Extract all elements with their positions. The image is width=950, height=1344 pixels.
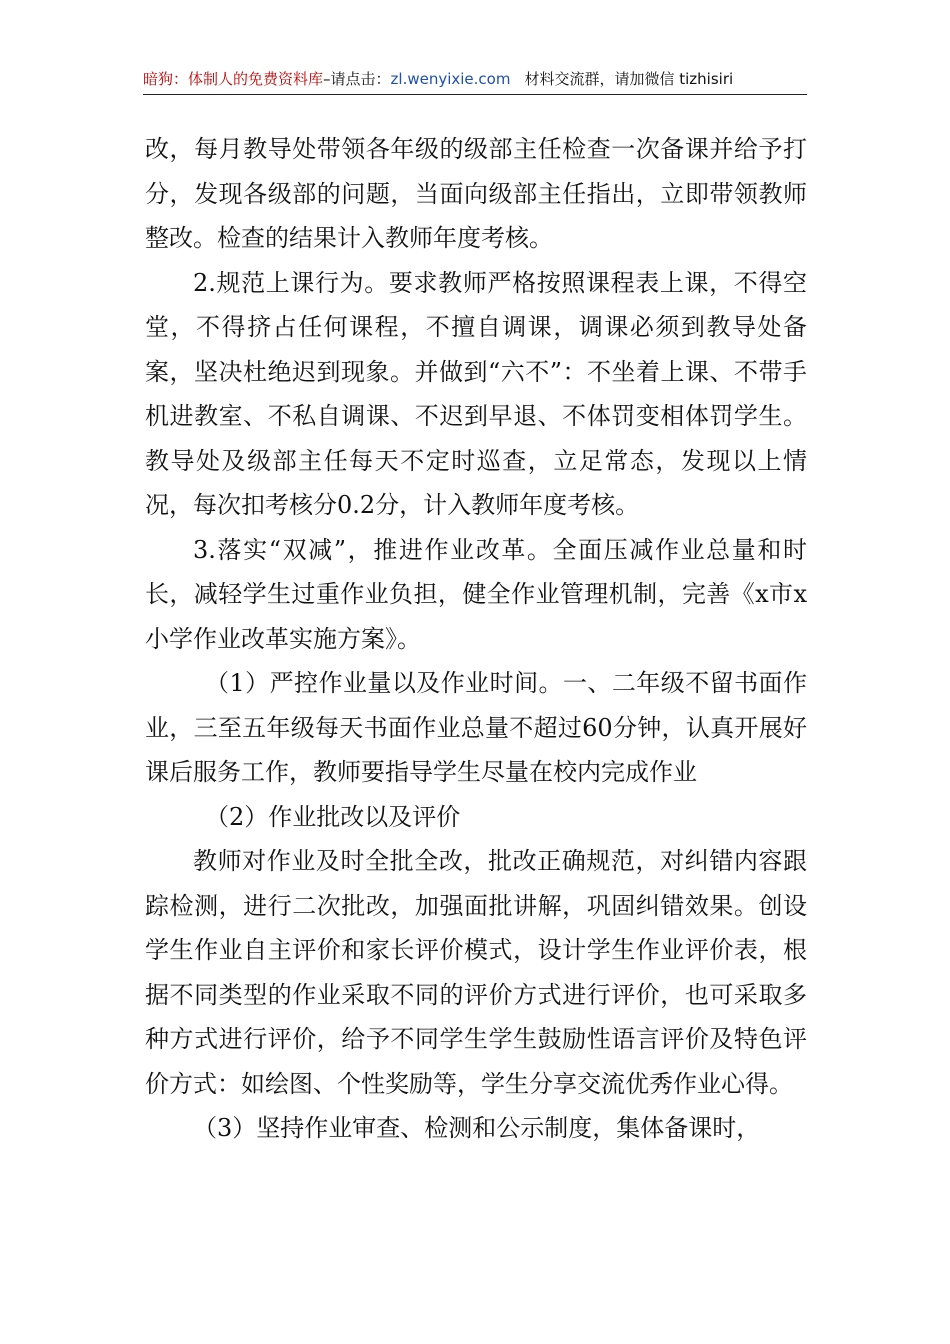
paragraph-sub-2-body: 教师对作业及时全批全改，批改正确规范，对纠错内容跟踪检测，进行二次批改，加强面批讲解，巩固纠错效果。创设学生作业自主评价和家长评价模式，设计学生作业评价表，根据不同类型的作业采取不同的评价方式进行评价，也可采取多种方式进行评价，给予不同学生学生鼓励性语言评价及特色评价方式：如绘图、个性奖励等，学生分享交流优秀作业心得。 [145, 847, 807, 1098]
paragraph-sub-1: （1）严控作业量以及作业时间。一、二年级不留书面作业，三至五年级每天书面作业总量不超过60分钟，认真开展好课后服务工作，教师要指导学生尽量在校内完成作业 [145, 669, 807, 786]
paragraph-sub-2-heading: （2）作业批改以及评价 [205, 802, 461, 831]
header-group-text: 材料交流群，请加微信 tizhisiri [524, 70, 734, 88]
document-body [145, 127, 807, 1151]
paragraph-sub-3: （3）坚持作业审查、检测和公示制度，集体备课时， [193, 1114, 761, 1142]
header-site-name: 暗狗：体制人的免费资料库 [143, 70, 324, 88]
paragraph-item-2: 2.规范上课行为。要求教师严格按照课程表上课，不得空堂，不得挤占任何课程，不擅自调课，调课必须到教导处备案，坚决杜绝迟到现象。并做到“六不”：不坐着上课、不带手机进教室、不私自调课、不迟到早退、不体罚变相体罚学生。教导处及级部主任每天不定时巡查，立足常态，发现以上情况，每次扣考核分0.2分，计入教师年度考核。 [145, 268, 807, 519]
paragraph-item-3: 3.落实“双减”，推进作业改革。全面压减作业总量和时长，减轻学生过重作业负担，健全作业管理机制，完善《x市x小学作业改革实施方案》。 [145, 535, 807, 653]
page-header [143, 66, 807, 95]
paragraph-continuation: 改，每月教导处带领各年级的级部主任检查一次备课并给予打分，发现各级部的问题，当面向级部主任指出，立即带领教师整改。检查的结果计入教师年度考核。 [145, 135, 807, 252]
header-url-link[interactable]: zl.wenyixie.com [390, 70, 511, 88]
header-click-prompt: –请点击： [323, 70, 391, 88]
